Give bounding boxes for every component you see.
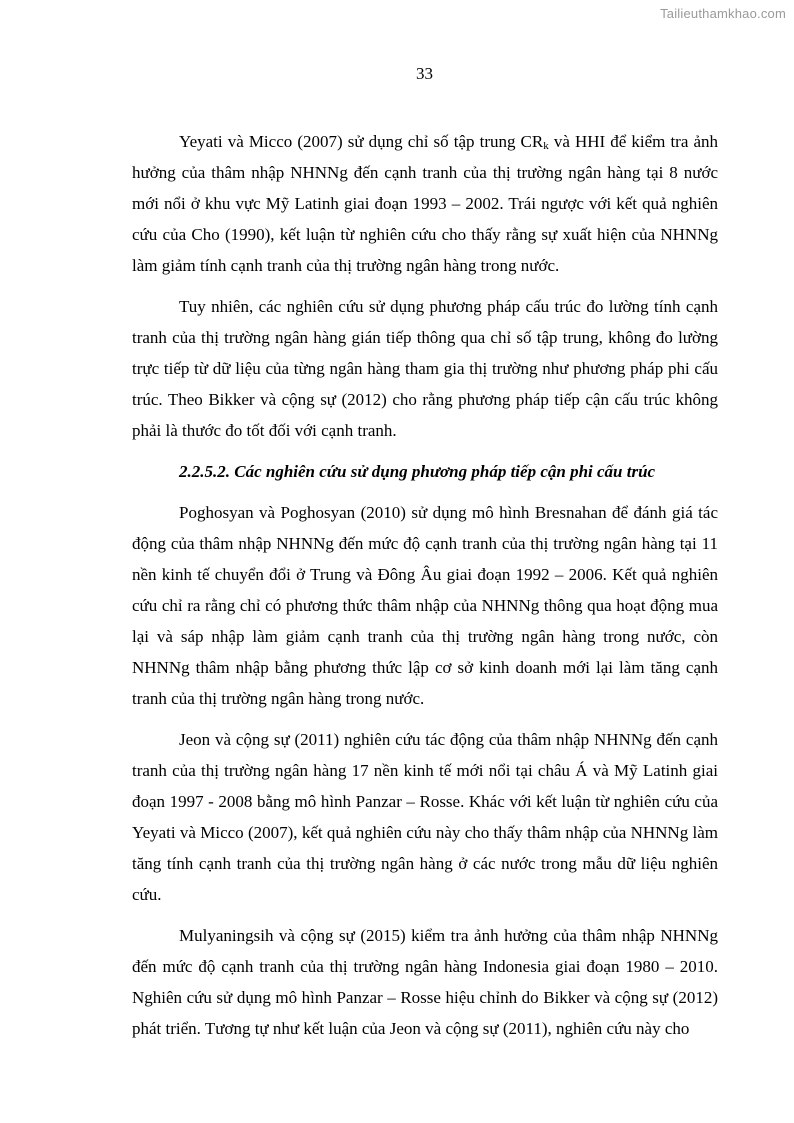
paragraph-mulyaningsih: Mulyaningsih và cộng sự (2015) kiểm tra ảnh hưởng của thâm nhập NHNNg đến mức độ cạnh tranh của thị trường ngân hàng Indonesia giai đoạn 1980 – 2010. Nghiên cứu sử dụng mô hình Panzar – Rosse hiệu chỉnh do Bikker và cộng sự (2012) phát triển. Tương tự như kết luận của Jeon và cộng sự (2011), nghiên cứu này cho xyxy=(132,926,718,1038)
paragraph-text: và HHI để kiểm tra ảnh hưởng của thâm nhập NHNNg đến cạnh tranh của thị trường ngân hàng tại 8 nước mới nổi ở khu vực Mỹ Latinh giai đoạn 1993 – 2002. Trái ngược với kết quả nghiên cứu của Cho (1990), kết luận từ nghiên cứu cho thấy rằng sự xuất hiện của NHNNg làm giảm tính cạnh tranh của thị trường ngân hàng trong nước. xyxy=(132,132,718,275)
document-body xyxy=(132,126,718,1054)
paragraph-poghosyan: Poghosyan và Poghosyan (2010) sử dụng mô hình Bresnahan để đánh giá tác động của thâm nhập NHNNg đến mức độ cạnh tranh của thị trường ngân hàng tại 11 nền kinh tế chuyển đổi ở Trung và Đông Âu giai đoạn 1992 – 2006. Kết quả nghiên cứu chỉ ra rằng chỉ có phương thức thâm nhập của NHNNg thông qua hoạt động mua lại và sáp nhập làm giảm cạnh tranh của thị trường ngân hàng trong nước, còn NHNNg thâm nhập bằng phương thức lập cơ sở kinh doanh mới lại làm tăng cạnh tranh của thị trường ngân hàng trong nước. xyxy=(132,503,718,708)
paragraph-structural-approach: Tuy nhiên, các nghiên cứu sử dụng phương pháp cấu trúc đo lường tính cạnh tranh của thị trường ngân hàng gián tiếp thông qua chỉ số tập trung, không đo lường trực tiếp từ dữ liệu của từng ngân hàng tham gia thị trường như phương pháp phi cấu trúc. Theo Bikker và cộng sự (2012) cho rằng phương pháp tiếp cận cấu trúc không phải là thước đo tốt đối với cạnh tranh. xyxy=(132,297,718,440)
section-heading: 2.2.5.2. Các nghiên cứu sử dụng phương pháp tiếp cận phi cấu trúc xyxy=(179,462,656,481)
watermark: Tailieuthamkhao.com xyxy=(660,6,786,21)
paragraph-yeyati-micco xyxy=(132,126,718,281)
paragraph-text: Yeyati và Micco (2007) sử dụng chỉ số tập trung CR xyxy=(179,132,544,151)
page-number: 33 xyxy=(416,64,433,83)
subscript-k: k xyxy=(543,140,549,152)
paragraph-jeon: Jeon và cộng sự (2011) nghiên cứu tác động của thâm nhập NHNNg đến cạnh tranh của thị trường ngân hàng 17 nền kinh tế mới nổi tại châu Á và Mỹ Latinh giai đoạn 1997 - 2008 bằng mô hình Panzar – Rosse. Khác với kết luận từ nghiên cứu của Yeyati và Micco (2007), kết quả nghiên cứu này cho thấy thâm nhập của NHNNg làm tăng tính cạnh tranh của thị trường ngân hàng ở các nước trong mẫu dữ liệu nghiên cứu. xyxy=(132,730,718,904)
